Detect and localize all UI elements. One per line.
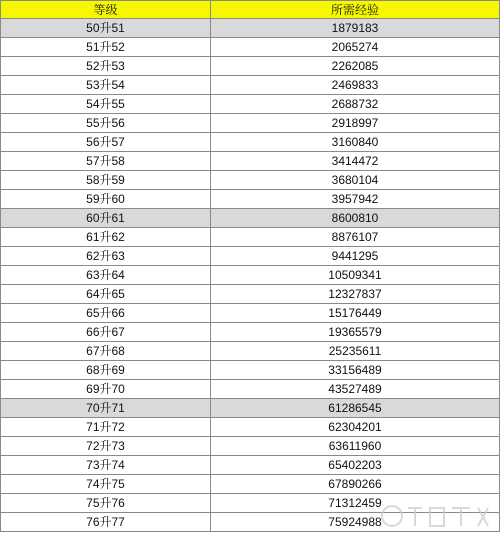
required-exp-cell: 63611960 (210, 437, 500, 455)
level-cell: 51升52 (0, 38, 210, 56)
required-exp-cell: 8876107 (210, 228, 500, 246)
required-exp-cell: 71312459 (210, 494, 500, 512)
level-cell: 52升53 (0, 57, 210, 75)
level-cell: 67升68 (0, 342, 210, 360)
level-cell: 58升59 (0, 171, 210, 189)
level-cell: 50升51 (0, 19, 210, 37)
required-exp-cell: 33156489 (210, 361, 500, 379)
required-exp-cell: 62304201 (210, 418, 500, 436)
required-exp-cell: 3957942 (210, 190, 500, 208)
required-exp-cell: 43527489 (210, 380, 500, 398)
level-cell: 75升76 (0, 494, 210, 512)
table-row (0, 399, 500, 418)
table-row (0, 437, 500, 456)
required-exp-cell: 2469833 (210, 76, 500, 94)
level-cell: 66升67 (0, 323, 210, 341)
table-row (0, 95, 500, 114)
level-cell: 60升61 (0, 209, 210, 227)
table-row (0, 76, 500, 95)
table-row (0, 133, 500, 152)
table-row (0, 247, 500, 266)
table-row (0, 418, 500, 437)
level-cell: 53升54 (0, 76, 210, 94)
table-row (0, 114, 500, 133)
table-row (0, 152, 500, 171)
required-exp-cell: 3414472 (210, 152, 500, 170)
level-cell: 55升56 (0, 114, 210, 132)
header-level: 等级 (0, 1, 210, 19)
required-exp-cell: 2065274 (210, 38, 500, 56)
level-cell: 65升66 (0, 304, 210, 322)
level-cell: 69升70 (0, 380, 210, 398)
table-row (0, 380, 500, 399)
level-cell: 59升60 (0, 190, 210, 208)
required-exp-cell: 19365579 (210, 323, 500, 341)
table-row (0, 513, 500, 532)
level-cell: 68升69 (0, 361, 210, 379)
table-row (0, 456, 500, 475)
level-cell: 74升75 (0, 475, 210, 493)
level-cell: 57升58 (0, 152, 210, 170)
required-exp-cell: 3680104 (210, 171, 500, 189)
table-row (0, 323, 500, 342)
level-cell: 64升65 (0, 285, 210, 303)
level-cell: 72升73 (0, 437, 210, 455)
required-exp-cell: 25235611 (210, 342, 500, 360)
table-row (0, 304, 500, 323)
level-cell: 76升77 (0, 513, 210, 531)
table-row (0, 228, 500, 247)
required-exp-cell: 15176449 (210, 304, 500, 322)
table-row (0, 285, 500, 304)
required-exp-cell: 10509341 (210, 266, 500, 284)
table-row (0, 342, 500, 361)
header-required-exp: 所需经验 (210, 1, 500, 19)
level-cell: 70升71 (0, 399, 210, 417)
level-cell: 62升63 (0, 247, 210, 265)
level-cell: 63升64 (0, 266, 210, 284)
table-row (0, 19, 500, 38)
required-exp-cell: 2918997 (210, 114, 500, 132)
table-row (0, 57, 500, 76)
required-exp-cell: 1879183 (210, 19, 500, 37)
required-exp-cell: 2262085 (210, 57, 500, 75)
level-cell: 54升55 (0, 95, 210, 113)
table-row (0, 190, 500, 209)
table-row (0, 475, 500, 494)
required-exp-cell: 65402203 (210, 456, 500, 474)
required-exp-cell: 75924988 (210, 513, 500, 531)
required-exp-cell: 12327837 (210, 285, 500, 303)
level-cell: 73升74 (0, 456, 210, 474)
level-cell: 56升57 (0, 133, 210, 151)
table-header-row (0, 0, 500, 19)
table-row (0, 266, 500, 285)
required-exp-cell: 9441295 (210, 247, 500, 265)
table-row (0, 361, 500, 380)
level-cell: 71升72 (0, 418, 210, 436)
table-row (0, 209, 500, 228)
required-exp-cell: 61286545 (210, 399, 500, 417)
required-exp-cell: 8600810 (210, 209, 500, 227)
table-row (0, 38, 500, 57)
required-exp-cell: 2688732 (210, 95, 500, 113)
required-exp-cell: 3160840 (210, 133, 500, 151)
level-cell: 61升62 (0, 228, 210, 246)
table-row (0, 494, 500, 513)
table-row (0, 171, 500, 190)
required-exp-cell: 67890266 (210, 475, 500, 493)
table-body (0, 19, 500, 532)
